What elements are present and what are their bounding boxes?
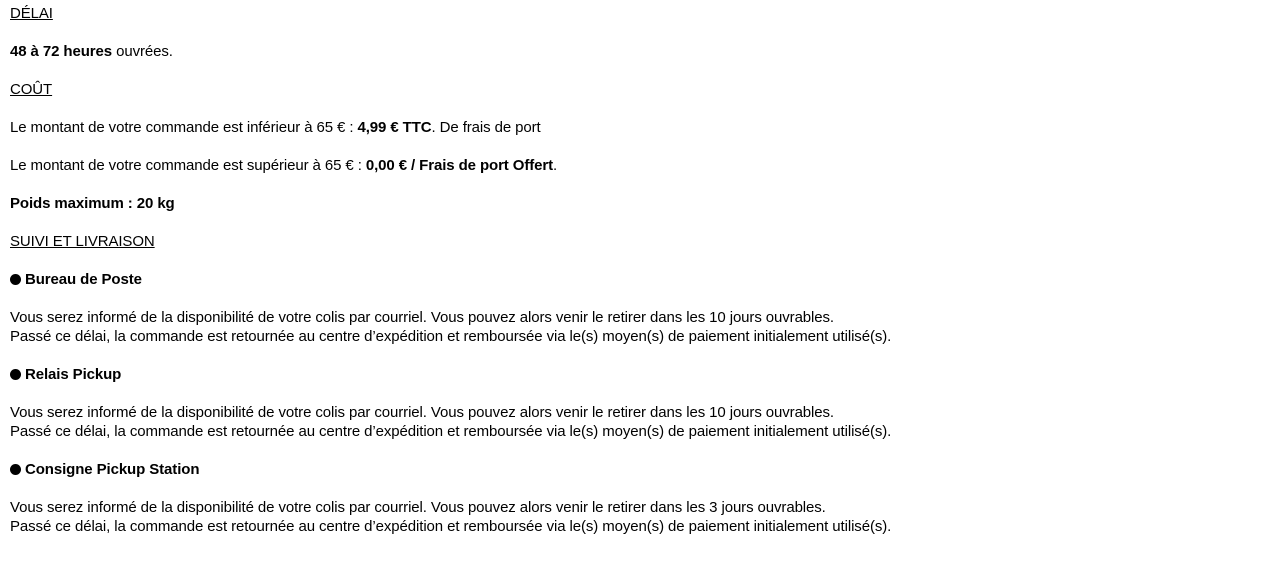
- cout-line1-price: 4,99 € TTC: [357, 119, 432, 136]
- cout-line2-price: 0,00 € / Frais de port Offert: [365, 157, 554, 174]
- option-title-consigne-pickup-station: [10, 460, 1270, 479]
- option-desc-line2: Passé ce délai, la commande est retournée au centre d’expédition et remboursée via le(s) moyen(s) de paiement initialement utilisé(s).: [10, 518, 892, 535]
- option-title-text: Bureau de Poste: [25, 271, 142, 288]
- weight-limit-text: Poids maximum : 20 kg: [10, 195, 175, 212]
- cout-line2-suffix: .: [553, 157, 558, 174]
- option-title-text: Relais Pickup: [25, 366, 122, 383]
- bullet-icon: [10, 369, 21, 380]
- cout-line1-suffix: . De frais de port: [431, 119, 541, 136]
- delai-duration-bold: 48 à 72 heures: [10, 43, 113, 60]
- option-desc-line1: Vous serez informé de la disponibilité de votre colis par courriel. Vous pouvez alors venir le retirer dans les 10 jours ouvrables.: [10, 404, 834, 421]
- option-title-relais-pickup: [10, 365, 1270, 384]
- bullet-icon: [10, 464, 21, 475]
- bullet-icon: [10, 274, 21, 285]
- option-title-bureau-de-poste: [10, 270, 1270, 289]
- delai-heading: DÉLAI: [10, 5, 53, 22]
- cout-heading: COÛT: [10, 81, 53, 98]
- option-desc-line1: Vous serez informé de la disponibilité de votre colis par courriel. Vous pouvez alors venir le retirer dans les 3 jours ouvrables.: [10, 499, 826, 516]
- option-desc-line1: Vous serez informé de la disponibilité de votre colis par courriel. Vous pouvez alors venir le retirer dans les 10 jours ouvrables.: [10, 309, 834, 326]
- cout-line-above-threshold: [10, 156, 1270, 175]
- cout-line-below-threshold: [10, 118, 1270, 137]
- option-desc-line2: Passé ce délai, la commande est retournée au centre d’expédition et remboursée via le(s) moyen(s) de paiement initialement utilisé(s).: [10, 328, 892, 345]
- suivi-heading: SUIVI ET LIVRAISON: [10, 233, 155, 250]
- option-desc-line2: Passé ce délai, la commande est retournée au centre d’expédition et remboursée via le(s) moyen(s) de paiement initialement utilisé(s).: [10, 423, 892, 440]
- option-title-text: Consigne Pickup Station: [25, 461, 200, 478]
- cout-line2-prefix: Le montant de votre commande est supérieur à 65 € :: [10, 157, 366, 174]
- delai-duration: [10, 42, 1270, 61]
- delai-duration-rest: ouvrées.: [112, 43, 173, 60]
- weight-limit: [10, 194, 1270, 213]
- cout-line1-prefix: Le montant de votre commande est inférieur à 65 € :: [10, 119, 358, 136]
